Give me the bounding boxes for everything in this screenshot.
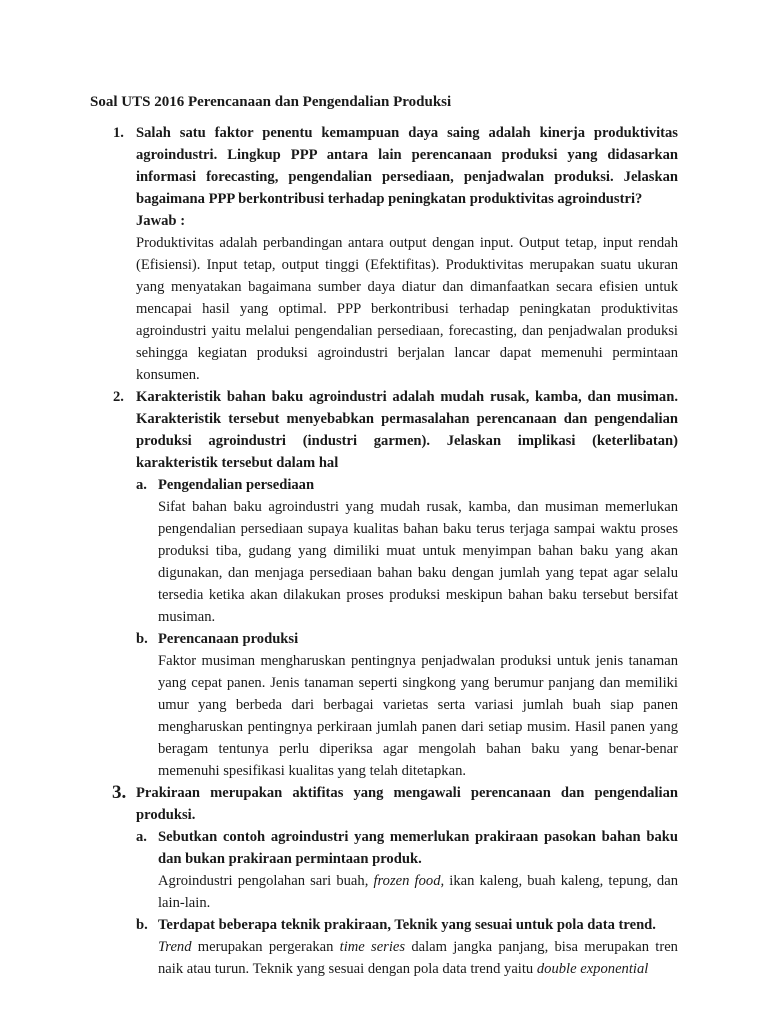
subitem-3a [136, 826, 678, 914]
answer-segment-italic: Trend [158, 939, 192, 955]
question-number: 2. [113, 389, 124, 405]
answer-segment: dalam jangka panjang, bisa merupakan tren naik atau turun. Teknik yang sesuai dengan pola data trend yaitu [158, 939, 678, 977]
answer-label: Jawab : [136, 213, 186, 229]
question-number: 1. [113, 125, 124, 141]
answer-segment-italic: frozen food, [373, 873, 445, 889]
question-text: Salah satu faktor penentu kemampuan daya saing adalah kinerja produktivitas agroindustri. Lingkup PPP antara lain perencanaan produksi yang didasarkan informasi forecasting, pengendalian persediaan, penjadwalan produksi. Jelaskan bagaimana PPP berkontribusi terhadap peningkatan produktivitas agroindustri? [136, 125, 678, 207]
question-number: 3. [112, 782, 127, 803]
answer-segment-italic: double exponential [536, 961, 649, 977]
subitem-answer [158, 936, 678, 980]
question-2 [113, 386, 678, 782]
answer-text: Produktivitas adalah perbandingan antara output dengan input. Output tetap, input rendah (Efisiensi). Input tetap, output tinggi (Efektifitas). Produktivitas merupakan suatu ukuran yang menyatakan bagaimana sumber daya diatur dan dimanfaatkan secara efisien untuk mencapai hasil yang optimal. PPP berkontribusi terhadap peningkatan produktivitas agroindustri yaitu melalui pengendalian persediaan, forecasting, dan penjadwalan produksi sehingga kegiatan produksi agroindustri berjalan lancar dapat memenuhi permintaan konsumen. [136, 235, 678, 383]
answer-segment: merupakan pergerakan [191, 939, 340, 955]
answer-segment-italic: time series [339, 939, 406, 955]
question-3 [113, 782, 678, 980]
subitem-letter: b. [136, 631, 148, 647]
subitem-answer: Faktor musiman mengharuskan pentingnya penjadwalan produksi untuk jenis tanaman yang cepat panen. Jenis tanaman seperti singkong yang berumur panjang dan memiliki umur yang berbeda dari berbagai varietas serta variasi jumlah buah siap panen mengharuskan pentingnya perkiraan jumlah panen dari setiap musim. Hasil panen yang beragam tentunya perlu diperiksa agar mengolah bahan baku yang benar-benar memenuhi spesifikasi kualitas yang telah ditetapkan. [158, 653, 678, 779]
subitem-letter: b. [136, 917, 148, 933]
answer-segment: ikan kaleng, buah kaleng, tepung, dan lain-lain. [158, 873, 678, 911]
subitem-answer: Sifat bahan baku agroindustri yang mudah rusak, kamba, dan musiman memerlukan pengendalian persediaan supaya kualitas bahan baku terus terjaga sampai waktu proses produksi tiba, gudang yang dimiliki muat untuk menyimpan bahan baku yang akan digunakan, dan menjaga persediaan bahan baku dengan jumlah yang tepat agar selalu tersedia ketika akan dilakukan proses produksi meskipun bahan baku tersebut bersifat musiman. [158, 499, 678, 625]
subitem-2a [136, 474, 678, 628]
question-list [113, 122, 678, 980]
subitem-answer [158, 870, 678, 914]
subitem-letter: a. [136, 477, 147, 493]
question-text: Prakiraan merupakan aktifitas yang mengawali perencanaan dan pengendalian produksi. [136, 785, 678, 823]
document-title: Soal UTS 2016 Perencanaan dan Pengendalian Produksi [90, 94, 452, 110]
answer-segment: Agroindustri pengolahan sari buah, [158, 873, 374, 889]
question-1 [113, 122, 678, 386]
question-text: Karakteristik bahan baku agroindustri adalah mudah rusak, kamba, dan musiman. Karakteristik tersebut menyebabkan permasalahan perencanaan dan pengendalian produksi agroindustri (industri garmen). Jelaskan implikasi (keterlibatan) karakteristik tersebut dalam hal [136, 389, 678, 471]
subitem-3b [136, 914, 678, 980]
subitem-heading: Sebutkan contoh agroindustri yang memerlukan prakiraan pasokan bahan baku dan bukan prakiraan permintaan produk. [158, 829, 678, 867]
subitem-heading: Terdapat beberapa teknik prakiraan, Teknik yang sesuai untuk pola data trend. [158, 917, 656, 933]
subitem-heading: Perencanaan produksi [158, 631, 299, 647]
subitem-heading: Pengendalian persediaan [158, 477, 315, 493]
subitem-letter: a. [136, 829, 147, 845]
subitem-2b [136, 628, 678, 782]
